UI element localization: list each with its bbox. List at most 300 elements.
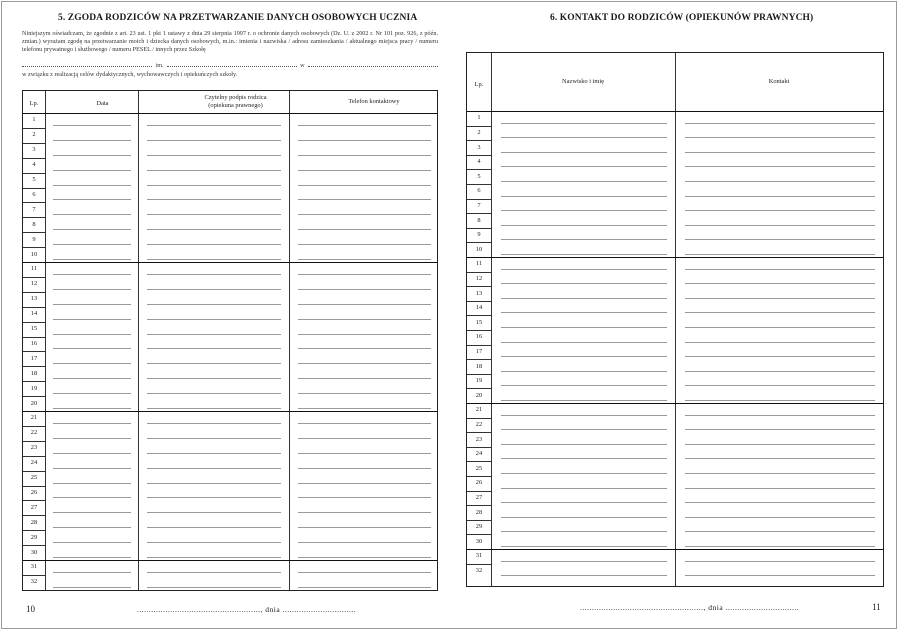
writing-line[interactable] [501,546,667,547]
writing-line[interactable] [53,259,131,260]
row-number: 21 [30,414,38,422]
row-number: 24 [475,450,483,458]
writing-line[interactable] [501,312,667,313]
col-header-lp: Lp. [474,81,484,88]
writing-line[interactable] [53,125,131,126]
writing-line[interactable] [685,517,875,518]
row-number: 1 [32,116,36,124]
row-divider [23,560,437,561]
writing-line[interactable] [53,423,131,424]
writing-line[interactable] [501,137,667,138]
row-number: 32 [30,578,38,586]
row-divider [23,456,45,457]
writing-line[interactable] [685,415,875,416]
writing-line[interactable] [147,497,281,498]
writing-line[interactable] [298,468,431,469]
writing-line[interactable] [53,468,131,469]
row-number: 15 [30,325,38,333]
writing-line[interactable] [53,512,131,513]
row-number: 28 [30,518,38,526]
writing-line[interactable] [298,274,431,275]
writing-line[interactable] [53,199,131,200]
row-divider [467,491,491,492]
row-number: 10 [30,250,38,258]
row-divider [467,520,491,521]
writing-line[interactable] [685,225,875,226]
writing-line[interactable] [685,371,875,372]
row-number: 26 [30,488,38,496]
writing-line[interactable] [685,196,875,197]
writing-line[interactable] [298,527,431,528]
row-divider [23,232,45,233]
row-divider [23,277,45,278]
writing-line[interactable] [147,155,281,156]
writing-line[interactable] [501,123,667,124]
writing-line[interactable] [298,155,431,156]
right-footer-dotline: ...................................................., dnia ............................... [580,603,800,612]
writing-line[interactable] [685,561,875,562]
row-number: 11 [475,260,483,268]
writing-line[interactable] [501,181,667,182]
writing-line[interactable] [147,304,281,305]
writing-line[interactable] [147,378,281,379]
writing-line[interactable] [147,363,281,364]
column-divider [289,91,290,590]
row-divider [467,330,491,331]
writing-line[interactable] [685,385,875,386]
fill-separator-im: im. [155,62,164,69]
row-divider [467,505,491,506]
writing-line[interactable] [147,587,281,588]
row-divider [23,202,45,203]
writing-line[interactable] [501,371,667,372]
consent-declaration [22,30,438,79]
writing-line[interactable] [147,334,281,335]
writing-line[interactable] [147,527,281,528]
writing-line[interactable] [147,289,281,290]
row-number: 30 [475,537,483,545]
writing-line[interactable] [298,199,431,200]
writing-line[interactable] [501,239,667,240]
writing-line[interactable] [298,125,431,126]
writing-line[interactable] [147,393,281,394]
writing-line[interactable] [685,531,875,532]
writing-line[interactable] [298,483,431,484]
row-divider [467,374,491,375]
writing-line[interactable] [53,453,131,454]
writing-line[interactable] [685,123,875,124]
writing-line[interactable] [298,423,431,424]
writing-line[interactable] [147,170,281,171]
writing-line[interactable] [147,572,281,573]
writing-line[interactable] [685,239,875,240]
row-divider [23,411,437,412]
row-divider [23,292,45,293]
writing-line[interactable] [685,312,875,313]
writing-line[interactable] [53,363,131,364]
writing-line[interactable] [685,166,875,167]
writing-line[interactable] [298,229,431,230]
writing-line[interactable] [147,140,281,141]
writing-line[interactable] [147,423,281,424]
writing-line[interactable] [298,170,431,171]
writing-line[interactable] [298,587,431,588]
row-divider [23,381,45,382]
writing-line[interactable] [501,327,667,328]
writing-line[interactable] [298,453,431,454]
row-number: 6 [32,190,36,198]
writing-line[interactable] [53,274,131,275]
row-number: 4 [32,161,36,169]
row-divider [467,461,491,462]
row-number: 2 [32,131,36,139]
writing-line[interactable] [298,378,431,379]
header-divider [23,113,437,114]
left-page-title: 5. ZGODA RODZICÓW NA PRZETWARZANIE DANYCH OSOBOWYCH UCZNIA [58,13,418,23]
row-divider [467,286,491,287]
row-divider [467,242,491,243]
row-divider [467,476,491,477]
writing-line[interactable] [53,587,131,588]
writing-line[interactable] [147,244,281,245]
row-number: 27 [475,493,483,501]
writing-line[interactable] [298,572,431,573]
writing-line[interactable] [53,348,131,349]
row-number: 31 [475,552,483,560]
writing-line[interactable] [147,542,281,543]
col-header-date: Data [96,100,109,107]
fill-separator-w: w [300,62,305,69]
writing-line[interactable] [53,408,131,409]
fill-blank-3[interactable] [308,60,438,67]
row-number: 20 [30,399,38,407]
writing-line[interactable] [501,575,667,576]
writing-line[interactable] [298,348,431,349]
writing-line[interactable] [501,502,667,503]
fill-blank-1[interactable] [22,60,152,67]
row-divider [23,486,45,487]
writing-line[interactable] [298,185,431,186]
declaration-text: Niniejszym oświadczam, że zgodnie z art. 23 ust. 1 pkt 1 ustawy z dnia 29 sierpnia 1997 r. o ochronie danych osobowych (Dz. U. z 2002 r. Nr 101 poz. 926, z późn. zmian.) wyrażam zgodę na przetwarzanie moich i dziecka danych osobowych, m.in.: imienia i nazwiska / adresu zamieszkania / aktualnego miejsca pracy / numeru telefonu prywatnego i służbowego / numeru PESEL / innych przez Szkołę [22,30,438,53]
row-number: 18 [30,369,38,377]
row-divider [23,262,437,263]
writing-line[interactable] [501,342,667,343]
row-divider [23,515,45,516]
writing-line[interactable] [53,483,131,484]
writing-line[interactable] [685,429,875,430]
writing-line[interactable] [53,155,131,156]
writing-line[interactable] [501,152,667,153]
writing-line[interactable] [501,429,667,430]
row-divider [23,158,45,159]
row-divider [467,447,491,448]
row-number: 22 [30,429,38,437]
row-number: 18 [475,362,483,370]
writing-line[interactable] [298,393,431,394]
row-number: 8 [477,216,481,224]
declaration-fill-line [22,60,438,70]
writing-line[interactable] [53,572,131,573]
row-number: 11 [30,265,38,273]
row-number: 9 [477,231,481,239]
writing-line[interactable] [501,561,667,562]
row-number: 25 [30,474,38,482]
right-page-title: 6. KONTAKT DO RODZICÓW (OPIEKUNÓW PRAWNYCH) [550,13,814,23]
row-number: 12 [30,280,38,288]
writing-line[interactable] [53,319,131,320]
writing-line[interactable] [53,334,131,335]
writing-line[interactable] [53,378,131,379]
row-divider [23,575,45,576]
writing-line[interactable] [53,229,131,230]
row-divider [23,188,45,189]
row-divider [23,530,45,531]
writing-line[interactable] [685,356,875,357]
writing-line[interactable] [147,319,281,320]
writing-line[interactable] [501,488,667,489]
row-divider [467,564,491,565]
writing-line[interactable] [501,444,667,445]
writing-line[interactable] [53,170,131,171]
column-divider [491,53,492,586]
writing-line[interactable] [685,298,875,299]
row-divider [467,403,883,404]
writing-line[interactable] [685,400,875,401]
row-number: 19 [30,384,38,392]
row-number: 23 [475,435,483,443]
writing-line[interactable] [501,196,667,197]
row-divider [467,388,491,389]
row-divider [23,471,45,472]
writing-line[interactable] [685,473,875,474]
writing-line[interactable] [298,304,431,305]
writing-line[interactable] [685,210,875,211]
writing-line[interactable] [298,497,431,498]
row-number: 24 [30,459,38,467]
row-divider [467,272,491,273]
row-number: 3 [477,143,481,151]
row-divider [23,337,45,338]
writing-line[interactable] [147,185,281,186]
writing-line[interactable] [298,289,431,290]
writing-line[interactable] [501,254,667,255]
row-number: 7 [477,201,481,209]
writing-line[interactable] [53,289,131,290]
row-divider [467,126,491,127]
writing-line[interactable] [53,244,131,245]
writing-line[interactable] [501,473,667,474]
row-divider [23,500,45,501]
writing-line[interactable] [298,557,431,558]
writing-line[interactable] [298,259,431,260]
writing-line[interactable] [53,557,131,558]
writing-line[interactable] [147,229,281,230]
row-number: 17 [30,354,38,362]
writing-line[interactable] [147,408,281,409]
row-divider [23,396,45,397]
row-number: 10 [475,245,483,253]
row-number: 26 [475,479,483,487]
row-number: 4 [477,158,481,166]
row-divider [467,257,883,258]
writing-line[interactable] [685,137,875,138]
row-number: 25 [475,464,483,472]
row-number: 29 [475,523,483,531]
writing-line[interactable] [147,125,281,126]
writing-line[interactable] [685,575,875,576]
row-number: 1 [477,114,481,122]
row-number: 16 [30,339,38,347]
writing-line[interactable] [298,542,431,543]
writing-line[interactable] [53,140,131,141]
writing-line[interactable] [53,304,131,305]
writing-line[interactable] [298,319,431,320]
writing-line[interactable] [147,438,281,439]
writing-line[interactable] [685,181,875,182]
writing-line[interactable] [147,348,281,349]
writing-line[interactable] [501,210,667,211]
writing-line[interactable] [501,517,667,518]
row-divider [23,426,45,427]
writing-line[interactable] [501,356,667,357]
writing-line[interactable] [298,512,431,513]
row-number: 28 [475,508,483,516]
writing-line[interactable] [685,269,875,270]
row-number: 8 [32,220,36,228]
row-divider [23,307,45,308]
row-number: 30 [30,548,38,556]
writing-line[interactable] [501,400,667,401]
col-header-lp: Lp. [29,100,39,107]
writing-line[interactable] [53,542,131,543]
row-number: 14 [475,304,483,312]
writing-line[interactable] [501,531,667,532]
row-divider [23,143,45,144]
row-divider [467,199,491,200]
column-divider [138,91,139,590]
writing-line[interactable] [147,199,281,200]
row-number: 22 [475,420,483,428]
writing-line[interactable] [298,214,431,215]
row-number: 21 [475,406,483,414]
col-header-phone: Telefon kontaktowy [348,98,400,105]
row-number: 20 [475,391,483,399]
right-footer-place-date [580,603,799,612]
writing-line[interactable] [685,152,875,153]
writing-line[interactable] [53,497,131,498]
consent-table [22,90,438,591]
writing-line[interactable] [298,408,431,409]
row-divider [23,545,45,546]
row-divider [467,534,491,535]
row-number: 29 [30,533,38,541]
writing-line[interactable] [147,214,281,215]
row-divider [467,301,491,302]
left-footer-dotline: ...................................................., dnia ............................... [137,605,357,614]
writing-line[interactable] [147,453,281,454]
row-divider [467,549,883,550]
writing-line[interactable] [298,363,431,364]
writing-line[interactable] [685,342,875,343]
writing-line[interactable] [298,140,431,141]
row-number: 7 [32,205,36,213]
writing-line[interactable] [501,458,667,459]
writing-line[interactable] [53,527,131,528]
row-divider [467,345,491,346]
writing-line[interactable] [53,393,131,394]
row-divider [467,432,491,433]
writing-line[interactable] [685,444,875,445]
row-divider [23,128,45,129]
row-number: 5 [32,176,36,184]
writing-line[interactable] [685,327,875,328]
writing-line[interactable] [685,546,875,547]
writing-line[interactable] [501,298,667,299]
col-header-contact: Kontakt [768,78,790,85]
row-number: 16 [475,333,483,341]
writing-line[interactable] [501,166,667,167]
row-number: 13 [475,289,483,297]
row-divider [467,315,491,316]
writing-line[interactable] [298,244,431,245]
writing-line[interactable] [685,254,875,255]
writing-line[interactable] [147,468,281,469]
writing-line[interactable] [53,438,131,439]
row-divider [467,418,491,419]
writing-line[interactable] [685,283,875,284]
writing-line[interactable] [685,458,875,459]
writing-line[interactable] [147,274,281,275]
writing-line[interactable] [685,502,875,503]
left-footer-place-date [137,605,356,614]
fill-blank-2[interactable] [167,60,297,67]
contact-table [466,52,884,587]
col-header-signature: Czytelny podpis rodzica (opiekuna prawnego) [204,94,267,109]
row-divider [23,441,45,442]
writing-line[interactable] [501,385,667,386]
writing-line[interactable] [53,185,131,186]
writing-line[interactable] [147,483,281,484]
row-divider [467,169,491,170]
row-number: 15 [475,318,483,326]
writing-line[interactable] [147,259,281,260]
row-divider [467,140,491,141]
row-number: 19 [475,377,483,385]
row-number: 14 [30,310,38,318]
writing-line[interactable] [147,512,281,513]
writing-line[interactable] [501,269,667,270]
writing-line[interactable] [298,438,431,439]
writing-line[interactable] [53,214,131,215]
row-number: 31 [30,563,38,571]
row-number: 12 [475,274,483,282]
writing-line[interactable] [501,415,667,416]
row-divider [23,351,45,352]
row-number: 17 [475,347,483,355]
row-divider [23,247,45,248]
writing-line[interactable] [501,225,667,226]
column-divider [45,91,46,590]
writing-line[interactable] [147,557,281,558]
writing-line[interactable] [501,283,667,284]
row-divider [467,213,491,214]
writing-line[interactable] [685,488,875,489]
row-divider [467,228,491,229]
row-number: 27 [30,503,38,511]
row-number: 32 [475,566,483,574]
left-page-number: 10 [26,604,35,614]
writing-line[interactable] [298,334,431,335]
